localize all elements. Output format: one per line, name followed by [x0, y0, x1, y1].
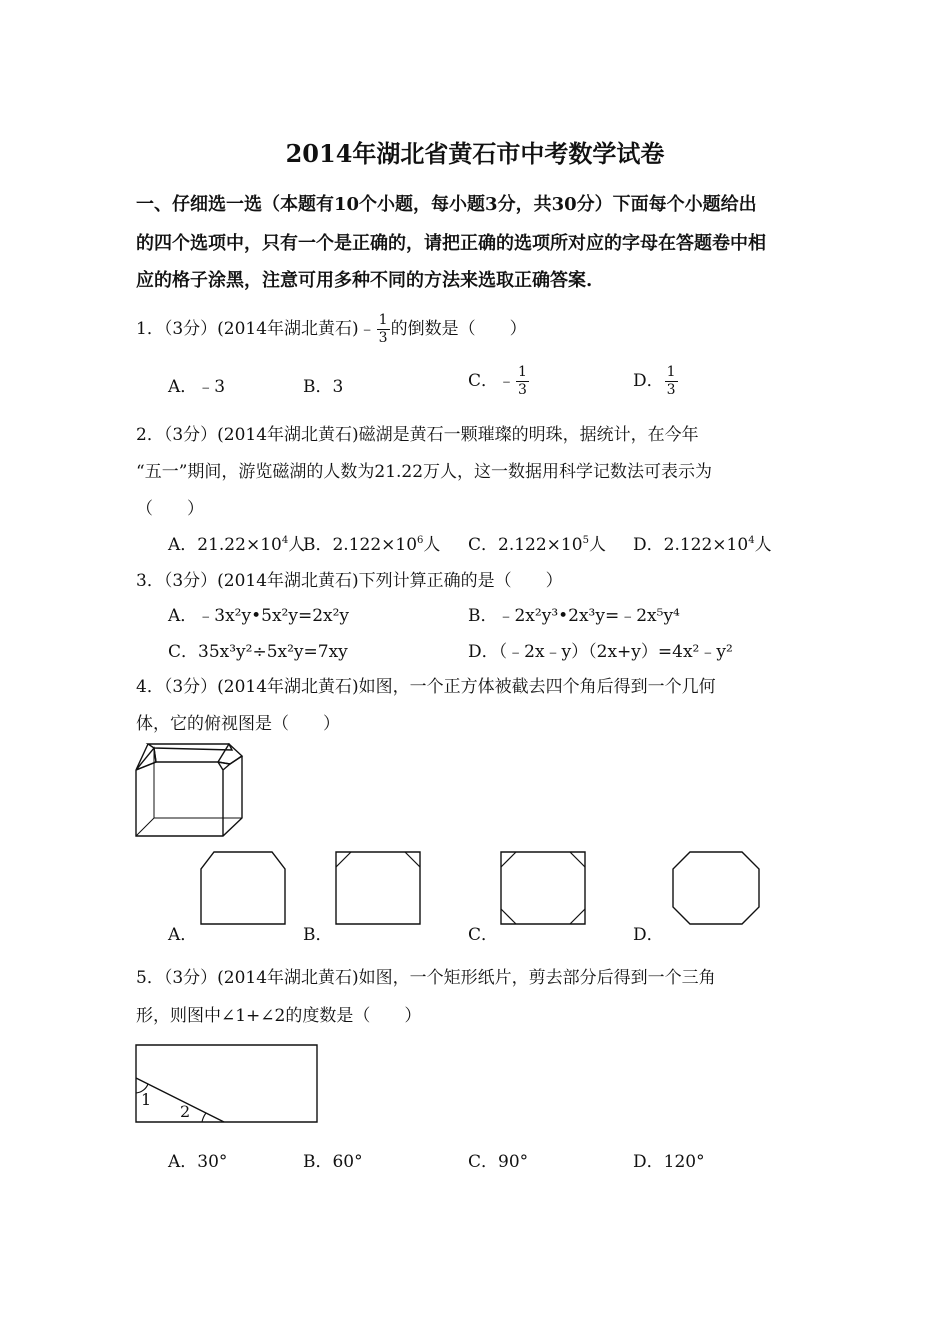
- q1-option-a: A．﹣3: [168, 377, 226, 397]
- q2-option-c-unit: 人: [588, 535, 606, 555]
- q2-option-a-base: A．21.22×10: [168, 535, 282, 555]
- q4-option-b-shape: [335, 851, 421, 925]
- q4-option-d: D．: [633, 925, 664, 945]
- q4-option-d-shape: [672, 851, 760, 925]
- fraction-denominator: 3: [378, 330, 388, 346]
- section-instructions-line1: 一、仔细选一选（本题有10个小题，每小题3分，共30分）下面每个小题给出: [136, 194, 757, 215]
- q4-option-a: A．: [168, 925, 198, 945]
- question-4-line2: 体，它的俯视图是（ ）: [136, 714, 340, 734]
- question-1-prefix: 1．（3分）(2014年湖北黄石)﹣: [136, 319, 376, 339]
- section-instructions-line3: 应的格子涂黑，注意可用多种不同的方法来选取正确答案.: [136, 270, 593, 291]
- fraction-one-third: [516, 364, 529, 399]
- q2-option-c-base: C．2.122×10: [468, 535, 583, 555]
- q2-option-b: [303, 530, 440, 555]
- q1-option-c-label: C．﹣: [468, 371, 516, 391]
- q5-option-c: C．90°: [468, 1152, 529, 1172]
- fraction-numerator: 1: [666, 364, 676, 380]
- q2-option-d: [633, 530, 772, 555]
- section-instructions-line2: 的四个选项中，只有一个是正确的，请把正确的选项所对应的字母在答题卷中相: [136, 233, 766, 254]
- question-2-line2: “五一”期间，游览磁湖的人数为21.22万人，这一数据用科学记数法可表示为: [136, 462, 713, 482]
- fraction-numerator: 1: [518, 364, 527, 380]
- q5-option-a: A．30°: [168, 1152, 228, 1172]
- q2-option-a-exponent: 4: [281, 535, 289, 546]
- q2-option-a: [168, 530, 305, 555]
- q2-option-c-exponent: 5: [582, 535, 589, 546]
- q2-option-d-unit: 人: [754, 535, 772, 555]
- question-2-line1: 2．（3分）(2014年湖北黄石)磁湖是黄石一颗璀璨的明珠，据统计，在今年: [136, 425, 699, 445]
- q2-option-d-exponent: 4: [748, 535, 755, 546]
- q5-option-d: D．120°: [633, 1152, 705, 1172]
- question-5-line2: 形，则图中∠1+∠2的度数是（ ）: [136, 1006, 422, 1026]
- fraction-denominator: 3: [518, 382, 527, 398]
- q2-option-a-unit: 人: [288, 535, 306, 555]
- question-3: 3．（3分）(2014年湖北黄石)下列计算正确的是（ ）: [136, 571, 563, 591]
- truncated-cube-figure: [134, 742, 246, 838]
- q3-option-a: A．﹣3x²y•5x²y=2x²y: [168, 606, 350, 626]
- cube-cut-corner-top-left: [148, 744, 232, 750]
- q2-option-c: [468, 530, 606, 555]
- question-4-line1: 4．（3分）(2014年湖北黄石)如图，一个正方体被截去四个角后得到一个几何: [136, 677, 716, 697]
- fraction-denominator: 3: [666, 382, 676, 398]
- fraction-numerator: 1: [378, 312, 388, 328]
- q3-option-b: B．﹣2x²y³•2x³y=﹣2x⁵y⁴: [468, 606, 680, 626]
- q4-option-b: B．: [303, 925, 333, 945]
- q4-option-c-shape: [500, 851, 586, 925]
- question-5-line1: 5．（3分）(2014年湖北黄石)如图，一个矩形纸片，剪去部分后得到一个三角: [136, 968, 716, 988]
- rectangle-paper-figure: [134, 1043, 320, 1125]
- q3-option-c: C．35x³y²÷5x²y=7xy: [168, 642, 348, 662]
- q1-option-b: B．3: [303, 377, 344, 397]
- q4-option-a-shape: [200, 851, 286, 925]
- cube-edges: [136, 744, 242, 836]
- q2-option-b-base: B．2.122×10: [303, 535, 418, 555]
- angle-1-label: 1: [141, 1090, 152, 1109]
- q4-option-c: C．: [468, 925, 499, 945]
- question-1: [136, 312, 527, 347]
- q1-option-c: [468, 364, 530, 399]
- q2-option-d-base: D．2.122×10: [633, 535, 749, 555]
- fraction-one-third: [377, 312, 390, 347]
- q2-option-b-exponent: 6: [417, 535, 424, 546]
- q1-option-d: [633, 364, 679, 399]
- fraction-one-third: [665, 364, 678, 399]
- question-1-suffix: 的倒数是（ ）: [390, 319, 527, 339]
- question-2-line3: （ ）: [136, 499, 204, 519]
- q3-option-d: D．（﹣2x﹣y）（2x+y）=4x²﹣y²: [468, 642, 733, 662]
- q1-option-d-label: D．: [633, 371, 664, 391]
- q2-option-b-unit: 人: [423, 535, 441, 555]
- angle-2-label: 2: [180, 1102, 191, 1121]
- page-title: 2014年湖北省黄石市中考数学试卷: [285, 139, 665, 168]
- q5-option-b: B．60°: [303, 1152, 363, 1172]
